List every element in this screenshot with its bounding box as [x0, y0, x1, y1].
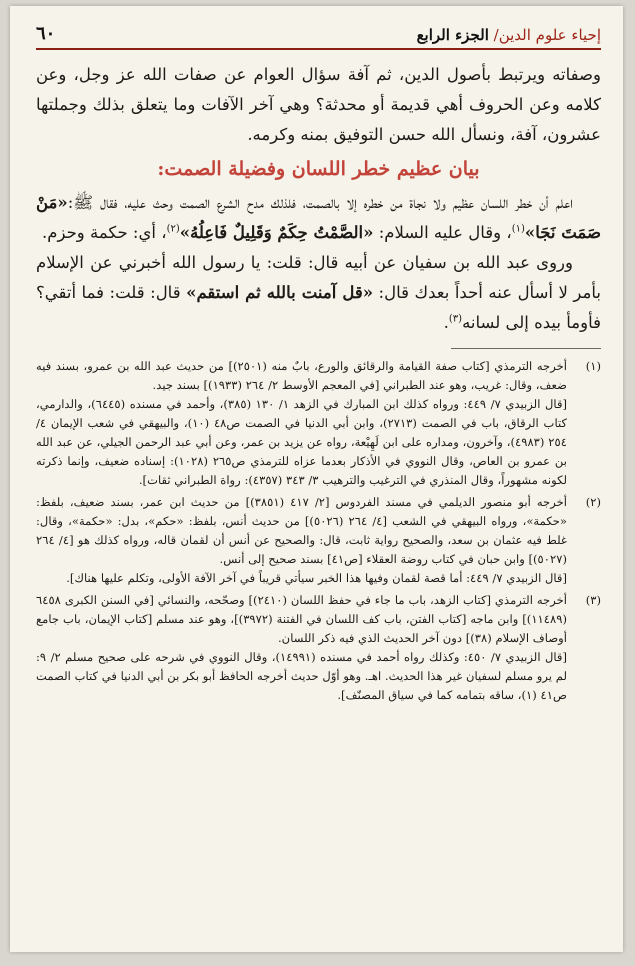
text-run: قال: قلت: فما أتقي؟ فأومأ بيده إلى لسانه [36, 283, 601, 332]
footnote-divider [451, 348, 601, 349]
footnote-ref[interactable]: (٢) [166, 223, 180, 235]
text-run: وروى عبد الله بن سفيان عن أبيه قال: قلت: يا رسول الله أخبرني عن الإسلام بأمر لا أسأل عنه أحداً بعدك قال: [36, 253, 601, 302]
intro-paragraph: وصفاته ويرتبط بأصول الدين، ثم آفة سؤال العوام عن صفات الله عز وجل، وعن كلامه وعن الحروف أهي قديمة أو محدثة؟ وهي آخر الآفات وما يتعلق بذلك وجملتها عشرون، آفة، ونسأل الله حسن التوفيق بمنه وكرمه. [36, 65, 601, 144]
footnote-text: [قال الزبيدي ٧/ ٤٤٩: أما قصة لقمان وفيها هذا الخبر سيأتي قريباً في آخر الآفة الأولى، وتكلم عليها هناك]. [66, 571, 567, 585]
text-run: . [443, 313, 449, 332]
footnote-number: (١) [585, 359, 601, 373]
book-title: إحياء علوم الدين/ [493, 26, 601, 44]
footnote-3 [36, 591, 601, 705]
footnote-text: [قال الزبيدي ٧/ ٤٤٩: ورواه كذلك ابن المبارك في الزهد ١/ ١٣٠ (٣٨٥)، وأحمد في مسنده (٦٤٤٥)، والدارمي، كتاب الرقاق، باب في الصمت (٢٧١٣)، وابن أبي الدنيا في الصمت ص٤٨ (١٠)، والبيهقي في شعب الإيمان ٤/ ٢٥٤ (٤٩٨٣)، وآخرون، ومداره على ابن لَهِيْعة، رواه عن يزيد بن عمر، وعن أبي عبد الرحمن الجيلي، عن عبد الله بن عمرو بن العاص، وقال النووي في الأذكار بعدما عزاه للترمذي ص٢٦٥ (١٠٢٨): إسناده ضعيف، وإنما ذكرته لكونه مشهوراً، وقال المنذري في الترغيب والترهيب ٣/ ٣٤٣ (٤٣٥٧): رواة الطبراني ثقات]. [36, 397, 568, 487]
footnote-ref[interactable]: (١) [511, 223, 525, 235]
text-run: ، وقال عليه السلام: [378, 223, 512, 242]
page-number: ٦٠ [36, 23, 56, 44]
text-run: ، أي: حكمة وحزم. [42, 223, 167, 242]
paragraph-sufyan [36, 248, 601, 338]
footnote-text: أخرجه الترمذي [كتاب الزهد، باب ما جاء في حفظ اللسان (٢٤١٠)] وصحّحه، والنسائي [في السنن الكبرى ٦٤٥٨ (١١٤٨٩)] وابن ماجه [كتاب الفتن، باب كف اللسان في الفتنة (٣٩٧٢)]، وهو عند مسلم [كتاب الإيمان، باب جامع أوصاف الإسلام (٣٨)] دون آخر الحديث الذي فيه ذكر اللسان. [36, 593, 567, 645]
footnote-body [36, 591, 567, 705]
footnote-number: (٣) [585, 593, 601, 607]
section-title: بيان عظيم خطر اللسان وفضيلة الصمت: [157, 158, 480, 180]
page-header [36, 6, 601, 50]
footnote-text: [قال الزبيدي ٧/ ٤٥٠: وكذلك رواه أحمد في مسنده (١٤٩٩١)، وقال النووي في شرحه على صحيح مسلم ٢/ ٩: لم يرو مسلم لسفيان غير هذا الحديث. اهـ. وهو أوّل حديث أخرجه الحافظ أبو بكر بن أبي الدنيا في كتاب الصمت ص٤١ (١)، ساقه بتمامه كما في سياق المصنّف]. [36, 650, 567, 702]
hadith-quote: «مَنْ صَمَتَ نَجَا» [36, 193, 601, 242]
running-head [417, 26, 601, 44]
footnotes [36, 357, 601, 705]
footnote-text: أخرجه الترمذي [كتاب صفة القيامة والرقائق والورع، بابٌ منه (٢٥٠١)] من حديث عبد الله بن عمرو، بسند فيه ضعف، وقال: غريب، وهو عند الطبراني [في المعجم الأوسط ٢/ ٢٦٤ (١٩٣٣)] بسند جيد. [36, 359, 567, 392]
footnote-text: أخرجه أبو منصور الديلمي في مسند الفردوس [٢/ ٤١٧ (٣٨٥١)] من حديث ابن عمر، بسند ضعيف، بلفظ: «حكمة»، ورواه البيهقي في الشعب [٤/ ٢٦٤ (٥٠٢٦)] من حديث أنس، بلفظ: «حكم»، بدل: «حكمة»، وقال: غلط فيه عثمان بن سعد، والصحيح رواية ثابت، قال: والصحيح عن أنس أن لقمان قاله، ورواه كذلك هو [٤/ ٢٦٤ (٥٠٢٧)] وابن حبان في كتاب روضة العقلاء [ص٤١] بسند صحيح إلى أنس. [36, 495, 568, 566]
book-page [10, 6, 623, 952]
hadith-quote: «الصَّمْتُ حِكَمٌ وَقَلِيلٌ فَاعِلُهُ» [179, 223, 374, 242]
footnote-ref[interactable]: (٣) [448, 313, 463, 325]
main-text [36, 60, 601, 338]
paragraph-silence [36, 188, 601, 248]
footnote-2 [36, 493, 601, 588]
footnote-1 [36, 357, 601, 490]
text-run: اعلم أن خطر اللسان عظيم ولا نجاة من خطره إلا بالصمت، فلذلك مدح الشرع الصمت وحث عليه، فقال ﷺ: [67, 193, 573, 212]
footnote-body [36, 357, 567, 490]
hadith-quote: «قل آمنت بالله ثم استقم» [186, 283, 374, 302]
part-label: الجزء الرابع [416, 26, 489, 44]
footnote-number: (٢) [585, 495, 601, 509]
footnote-body [36, 493, 567, 588]
